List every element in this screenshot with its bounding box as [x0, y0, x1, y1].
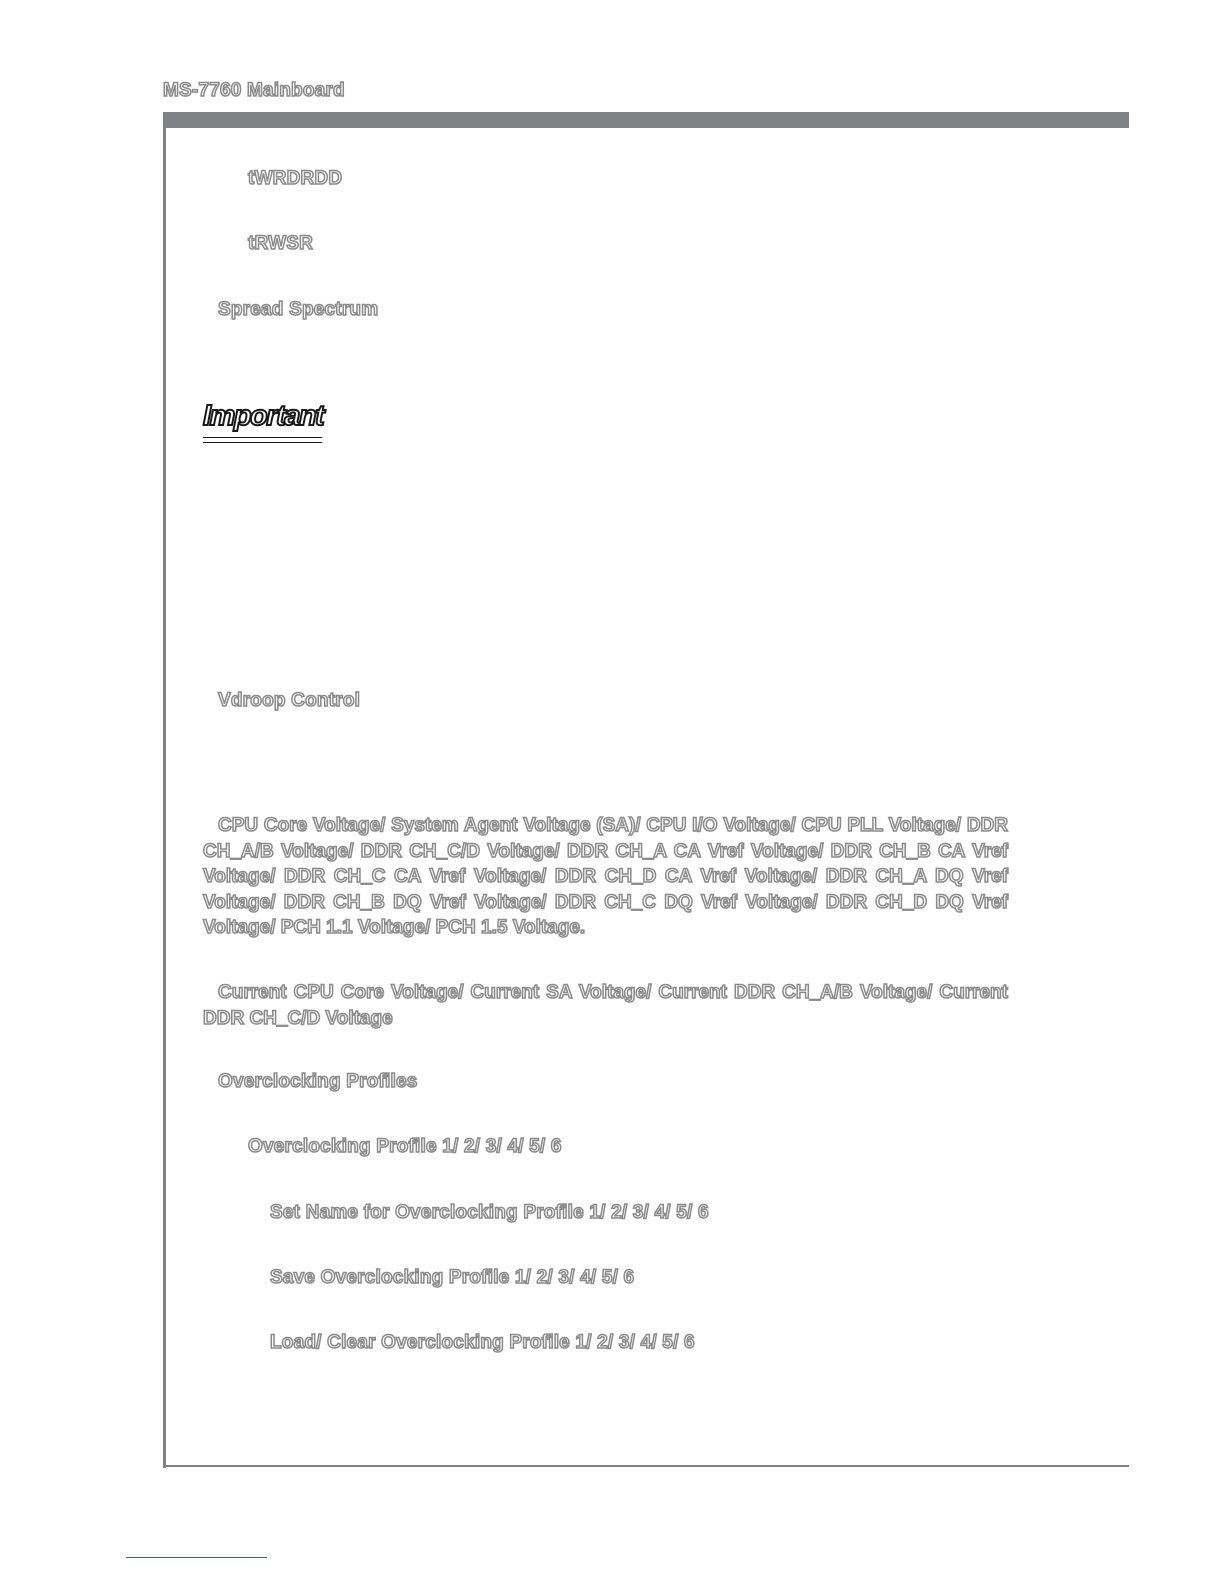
left-border-rule — [163, 112, 166, 1468]
bottom-border-rule — [163, 1465, 1129, 1467]
item-set-name-profile: Set Name for Overclocking Profile 1/ 2/ 3/ 4/ 5/ 6 — [270, 1202, 709, 1223]
item-spread-spectrum: Spread Spectrum — [218, 299, 379, 320]
item-twrdrdd: tWRDRDD — [248, 168, 343, 189]
item-overclocking-profiles: Overclocking Profiles — [218, 1071, 418, 1092]
current-voltage-paragraph: Current CPU Core Voltage/ Current SA Voltage/ Current DDR CH_A/B Voltage/ Current DDR CH_C/D Voltage — [203, 982, 1008, 1029]
item-load-clear-profile: Load/ Clear Overclocking Profile 1/ 2/ 3/ 4/ 5/ 6 — [270, 1332, 695, 1353]
item-vdroop-control: Vdroop Control — [218, 690, 361, 711]
voltage-list-paragraph: CPU Core Voltage/ System Agent Voltage (SA)/ CPU I/O Voltage/ CPU PLL Voltage/ DDR CH_A/B Voltage/ DDR CH_C/D Voltage/ DDR CH_A CA Vref Voltage/ DDR CH_B CA Vref Voltage/ DDR CH_C CA Vref Voltage/ DDR CH_D CA Vref Voltage/ DDR CH_A DQ Vref Voltage/ DDR CH_B DQ Vref Voltage/ DDR CH_C DQ Vref Voltage/ DDR CH_D DQ Vref Voltage/ PCH 1.1 Voltage/ PCH 1.5 Voltage. — [203, 815, 1008, 938]
item-overclocking-profile-n: Overclocking Profile 1/ 2/ 3/ 4/ 5/ 6 — [248, 1136, 562, 1157]
important-underline — [203, 437, 322, 443]
header-bar — [163, 112, 1129, 128]
important-heading: Important — [203, 400, 324, 432]
page-header-title: MS-7760 Mainboard — [163, 80, 345, 101]
footer-link-underline[interactable] — [126, 1557, 267, 1558]
item-save-profile: Save Overclocking Profile 1/ 2/ 3/ 4/ 5/ 6 — [270, 1267, 635, 1288]
item-trwsr: tRWSR — [248, 233, 314, 254]
